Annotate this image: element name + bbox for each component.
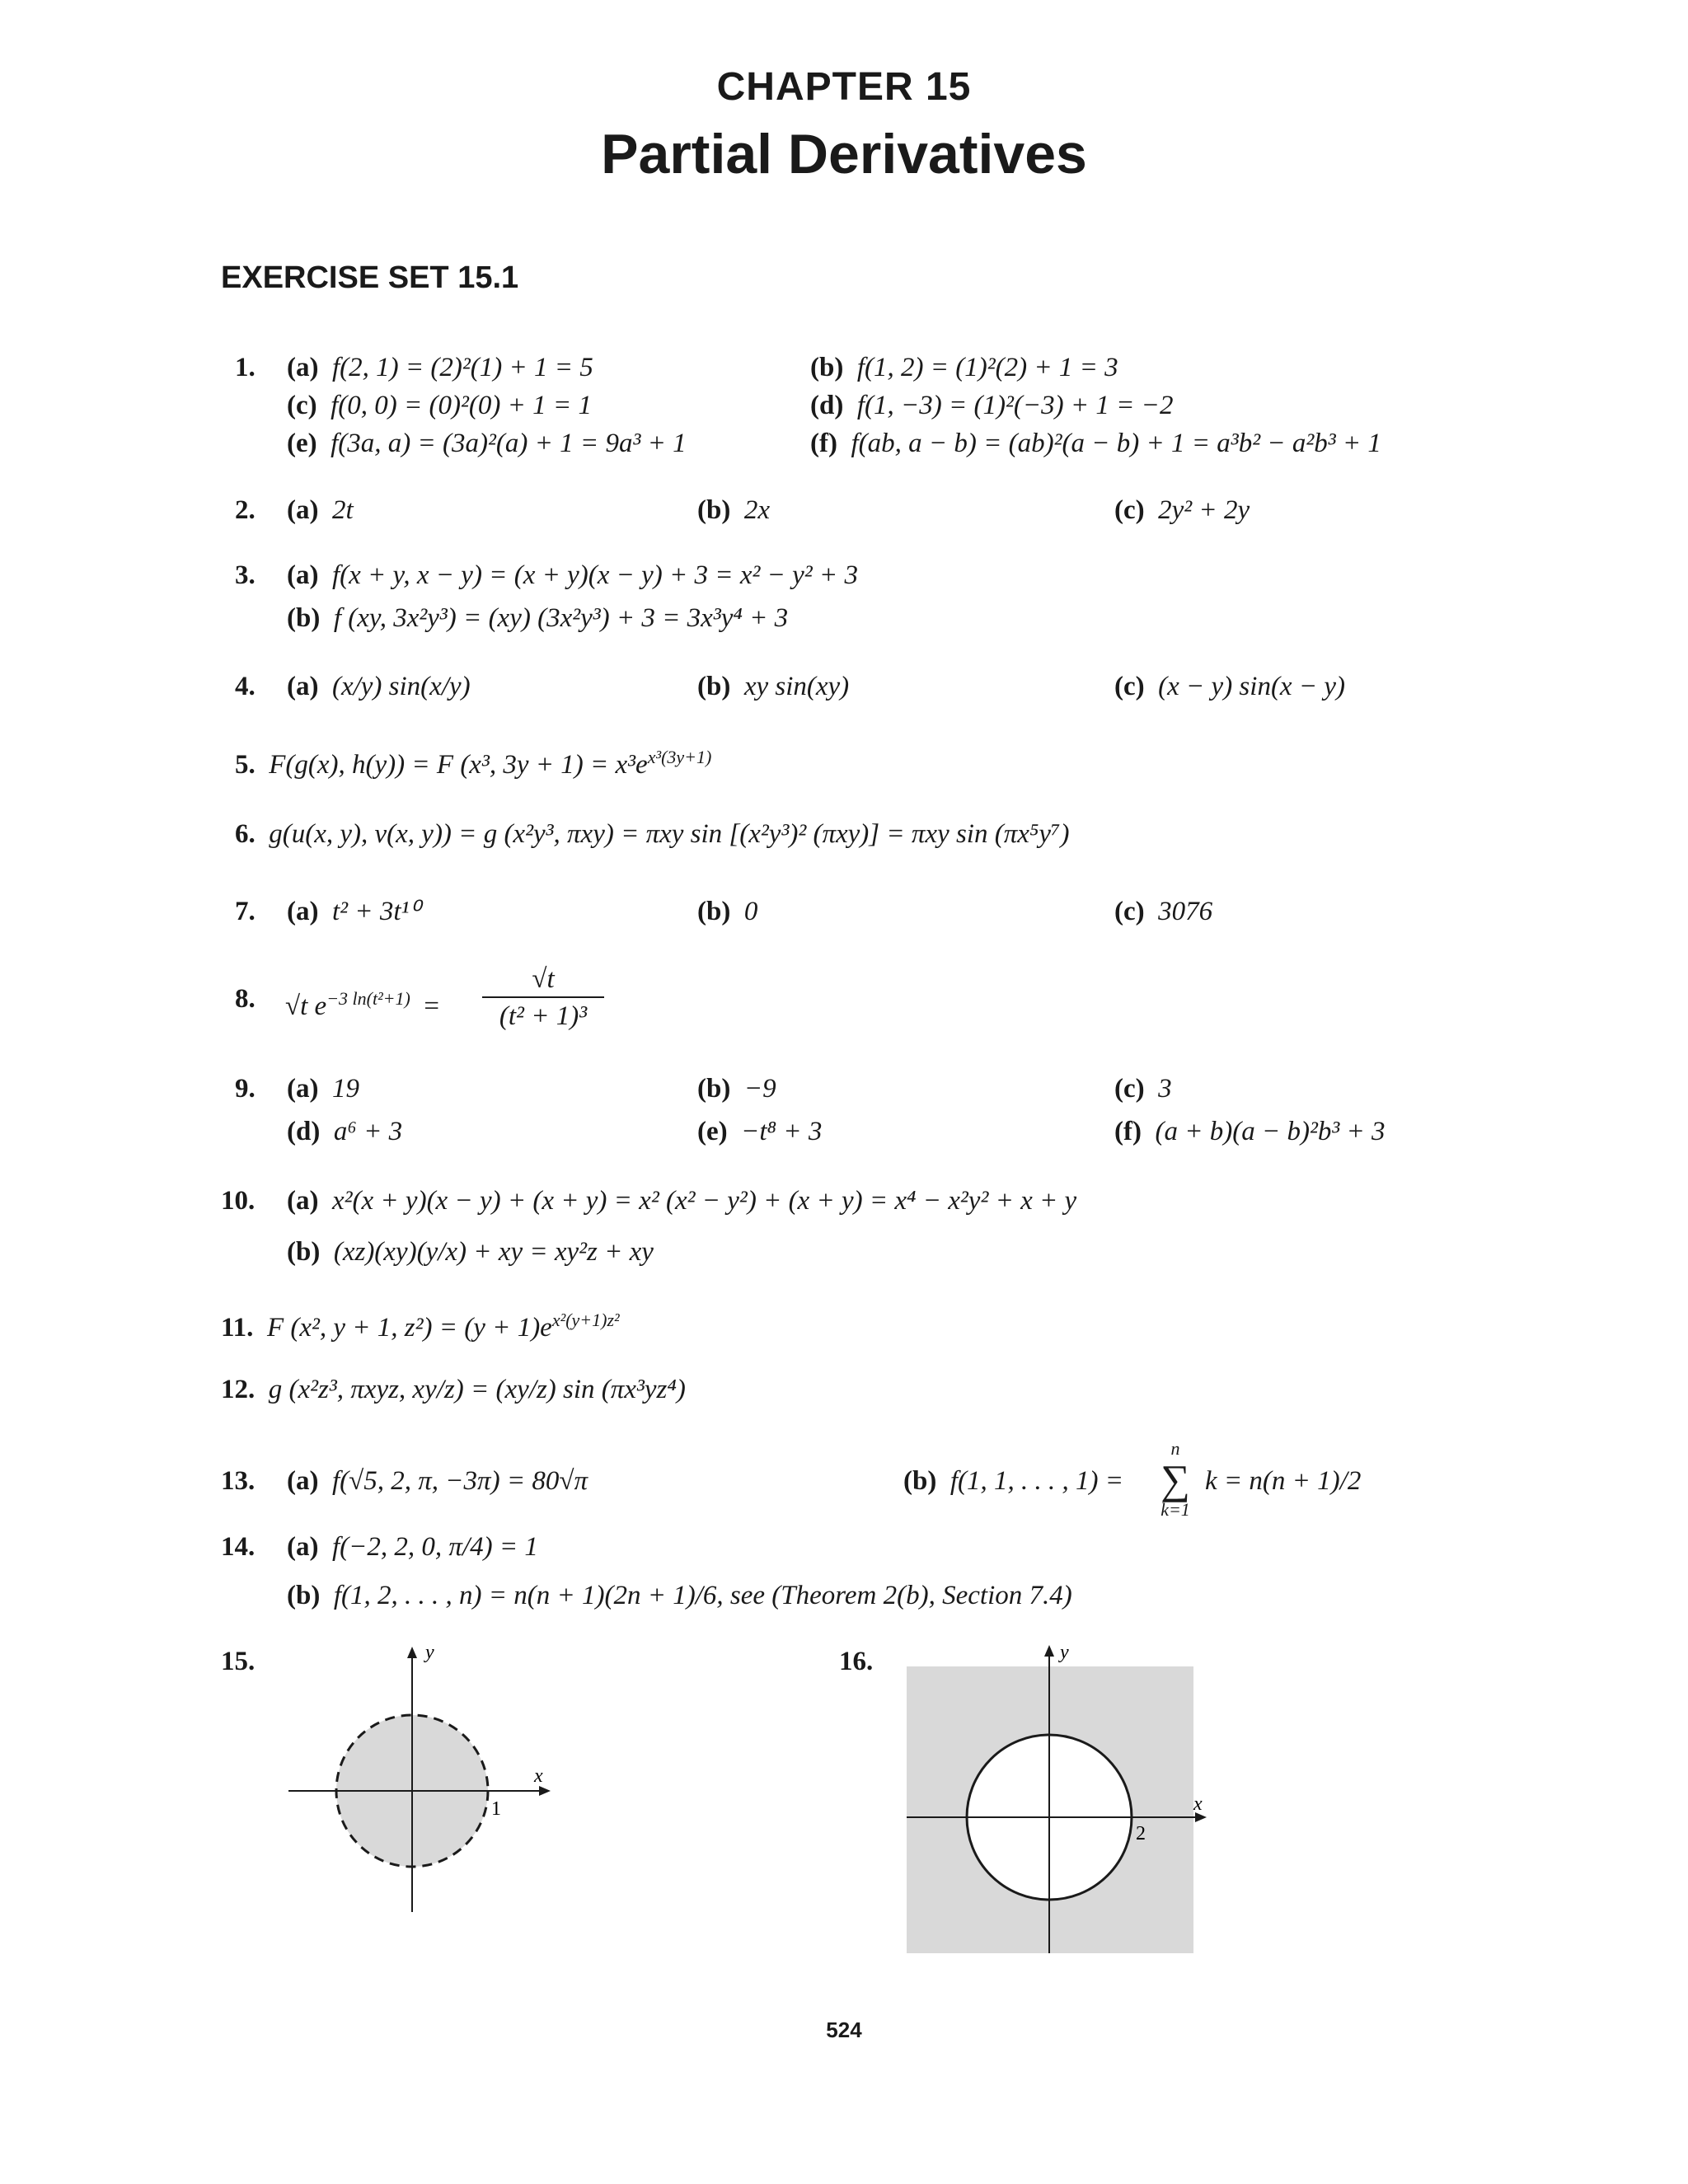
problem-10a: (a) x²(x + y)(x − y) + (x + y) = x² (x² − y²) + (x + y) = x⁴ − x²y² + x + y (287, 1186, 1077, 1216)
problem-1f: (f) f(ab, a − b) = (ab)²(a − b) + 1 = a³b² − a²b³ + 1 (810, 429, 1381, 458)
problem-10b: (b) (xz)(xy)(y/x) + xy = xy²z + xy (287, 1237, 654, 1267)
problem-9a: (a) 19 (287, 1074, 359, 1104)
problem-15-graph (272, 1640, 569, 1920)
problem-7a: (a) t² + 3t¹⁰ (287, 897, 420, 926)
problem-1c: (c) f(0, 0) = (0)²(0) + 1 = 1 (287, 391, 592, 420)
problem-11: 11. F (x², y + 1, $z^2) = (y + 1)e^{x^2(y+1)z^2}$ (221, 1310, 620, 1343)
problem-9-number: 9. (235, 1074, 256, 1104)
y-axis-label: y (425, 1642, 434, 1663)
x-axis-label: x (534, 1765, 543, 1787)
problem-1a: (a) f(2, 1) = (2)²(1) + 1 = 5 (287, 353, 593, 382)
problem-2b: (b) 2x (697, 495, 770, 525)
problem-8-number: 8. (235, 984, 256, 1014)
chapter-title: Partial Derivatives (601, 123, 1087, 185)
problem-14b: (b) f(1, 2, . . . , n) = n(n + 1)(2n + 1)/6, see (Theorem 2(b), Section 7.4) (287, 1581, 1072, 1610)
problem-7-number: 7. (235, 897, 256, 926)
problem-10-number: 10. (221, 1186, 256, 1216)
problem-16-graph (898, 1640, 1220, 1961)
problem-2c: (c) 2y² + 2y (1114, 495, 1250, 525)
problem-15-number: 15. (221, 1647, 256, 1676)
problem-3-number: 3. (235, 560, 256, 590)
problem-3a: (a) f(x + y, x − y) = (x + y)(x − y) + 3 = x² − y² + 3 (287, 560, 858, 590)
problem-14-number: 14. (221, 1532, 256, 1562)
x-axis-arrow (539, 1786, 551, 1796)
problem-7b: (b) 0 (697, 897, 758, 926)
problem-13a: (a) f(√5, 2, π, −3π) = 80√π (287, 1466, 588, 1496)
problem-5: 5. F(g(x), h(y)) = F (x³, $3y + 1) = x^3e^{x^3(3y+1)}$ (235, 747, 712, 780)
x-axis-label: x (1193, 1793, 1203, 1815)
problem-13b: (b) f(1, 1, . . . , 1) = (903, 1466, 1124, 1496)
problem-9d: (d) a⁶ + 3 (287, 1117, 403, 1146)
problem-4c: (c) (x − y) sin(x − y) (1114, 672, 1345, 701)
problem-1-number: 1. (235, 353, 256, 382)
problem-3b: (b) f (xy, 3x²y³) = (xy) (3x²y³) + 3 = 3x³y⁴ + 3 (287, 603, 789, 633)
problem-14a: (a) f(−2, 2, 0, π/4) = 1 (287, 1532, 538, 1562)
problem-2a: (a) 2t (287, 495, 354, 525)
problem-8-lhs: √t $e^{-3 ln(t^2+1)}$ = (285, 988, 439, 1021)
problem-1d: (d) f(1, −3) = (1)²(−3) + 1 = −2 (810, 391, 1174, 420)
problem-1e: (e) f(3a, a) = (3a)²(a) + 1 = 9a³ + 1 (287, 429, 687, 458)
problem-1b: (b) f(1, 2) = (1)²(2) + 1 = 3 (810, 353, 1118, 382)
problem-9e: (e) −t⁸ + 3 (697, 1117, 823, 1146)
problem-8-fraction: √t (t² + 1)³ (482, 962, 604, 1034)
problem-4a: (a) (x/y) sin(x/y) (287, 672, 471, 701)
page-number: 524 (826, 2018, 862, 2042)
problem-9c: (c) 3 (1114, 1074, 1172, 1104)
y-axis-arrow (407, 1647, 417, 1658)
tick-label: 1 (491, 1798, 501, 1820)
problem-2-number: 2. (235, 495, 256, 525)
problem-13b-rhs: k = n(n + 1)/2 (1205, 1466, 1362, 1496)
problem-4b: (b) xy sin(xy) (697, 672, 850, 701)
problem-9b: (b) −9 (697, 1074, 776, 1104)
section-heading: EXERCISE SET 15.1 (221, 260, 519, 295)
problem-12: 12. g (x²z³, πxyz, xy/z) = (xy/z) sin (πx³yz⁴) (221, 1375, 686, 1404)
problem-9f: (f) (a + b)(a − b)²b³ + 3 (1114, 1117, 1386, 1146)
problem-6: 6. g(u(x, y), v(x, y)) = g (x²y³, πxy) = πxy sin [(x²y³)² (πxy)] = πxy sin (πx⁵y⁷) (235, 819, 1070, 849)
y-axis-arrow (1044, 1645, 1054, 1657)
problem-13b-sigma: n ∑ k=1 (1160, 1438, 1190, 1520)
y-axis-label: y (1060, 1642, 1069, 1663)
problem-7c: (c) 3076 (1114, 897, 1213, 926)
tick-label: 2 (1136, 1823, 1146, 1844)
problem-16-number: 16. (839, 1647, 874, 1676)
problem-4-number: 4. (235, 672, 256, 701)
chapter-label: CHAPTER 15 (716, 65, 972, 109)
problem-13-number: 13. (221, 1466, 256, 1496)
